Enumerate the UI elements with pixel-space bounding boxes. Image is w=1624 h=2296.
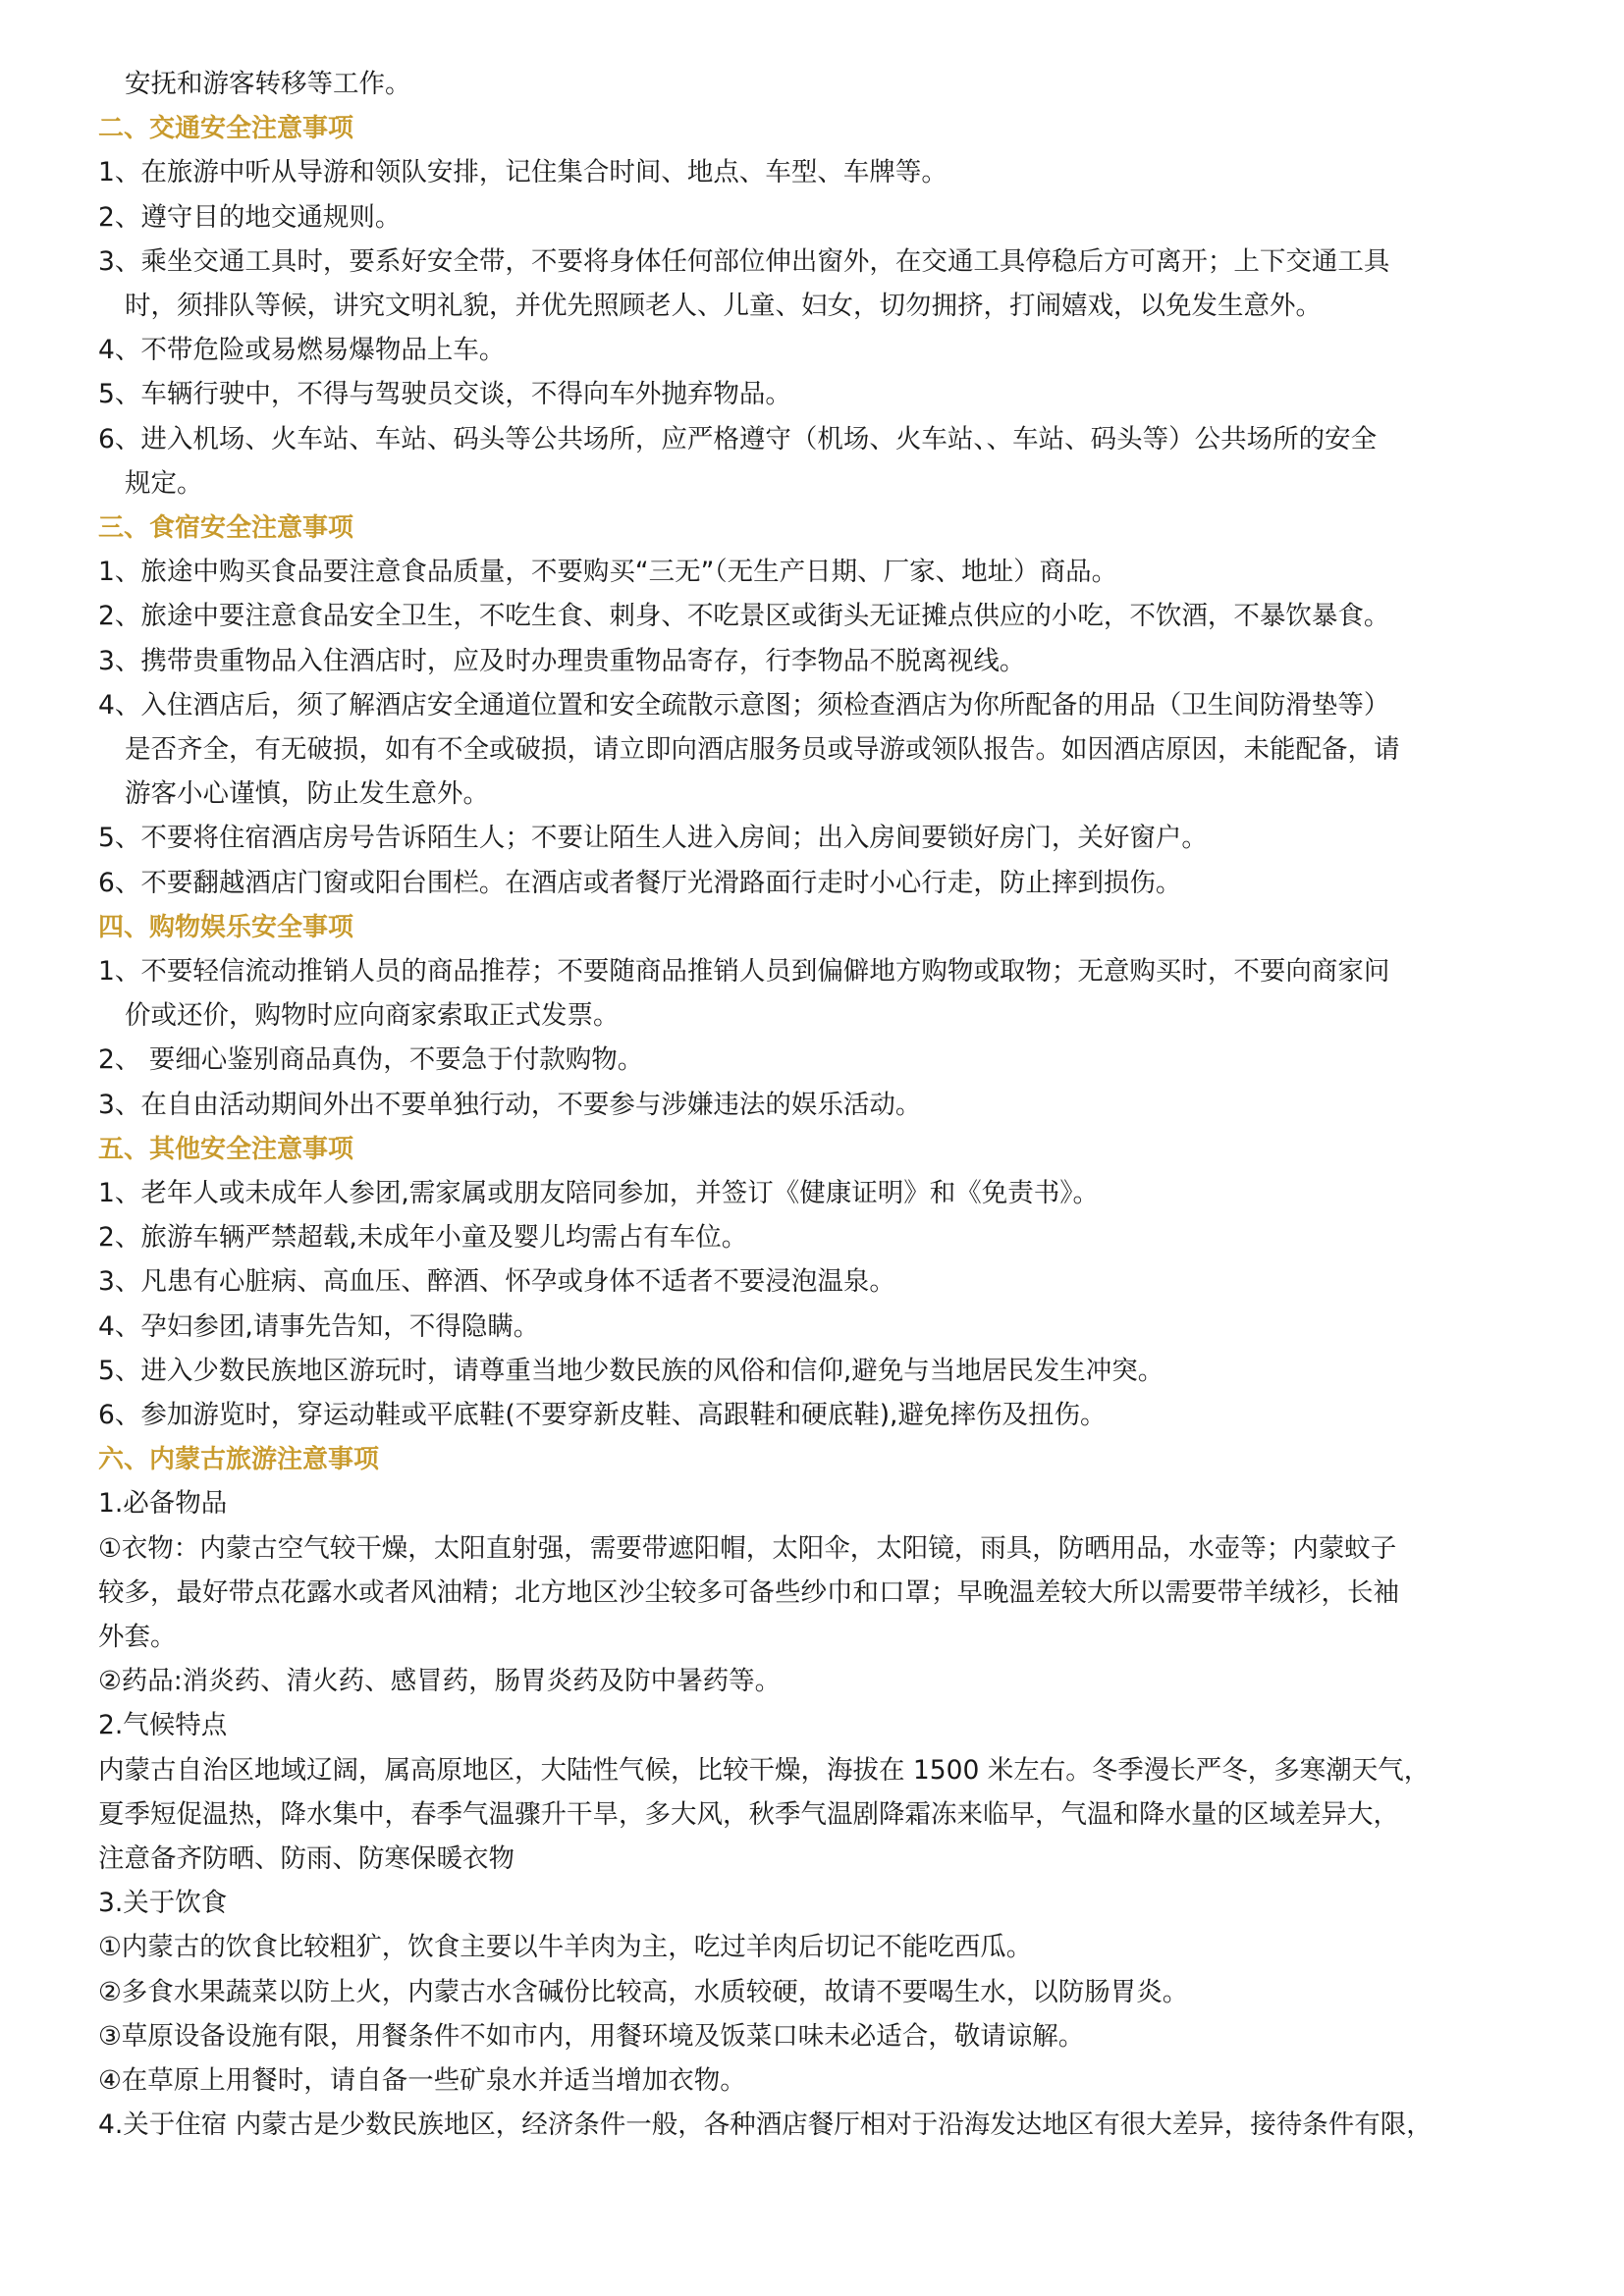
text-line: ③草原设备设施有限，用餐条件不如市内，用餐环境及饭菜口味未必适合，敬请谅解。: [98, 2020, 1085, 2052]
text-line: 1、不要轻信流动推销人员的商品推荐；不要随商品推销人员到偏僻地方购物或取物；无意购买时，不要向商家问: [98, 956, 1390, 987]
text-line: 内蒙古自治区地域辽阔，属高原地区，大陆性气候，比较干燥，海拔在 1500 米左右。冬季漫长严冬，多寒潮天气，: [98, 1754, 1431, 1786]
text-line: 3、乘坐交通工具时，要系好安全带，不要将身体任何部位伸出窗外，在交通工具停稳后方可离开；上下交通工具: [98, 245, 1390, 277]
section-heading: 二、交通安全注意事项: [98, 114, 354, 144]
text-line: 4、不带危险或易燃易爆物品上车。: [98, 335, 506, 366]
section-heading: 五、其他安全注意事项: [98, 1134, 354, 1164]
text-line: 安抚和游客转移等工作。: [125, 69, 411, 99]
text-line: 6、不要翻越酒店门窗或阳台围栏。在酒店或者餐厅光滑路面行走时小心行走，防止摔到损伤。: [98, 867, 1182, 898]
text-line: 3、凡患有心脏病、高血压、醉酒、怀孕或身体不适者不要浸泡温泉。: [98, 1266, 895, 1298]
text-line: ①衣物：内蒙古空气较干燥，太阳直射强，需要带遮阳帽，太阳伞，太阳镜，雨具，防晒用品，水壶等；内蒙蚊子: [98, 1532, 1397, 1564]
text-line: ②药品:消炎药、清火药、感冒药，肠胃炎药及防中暑药等。: [98, 1666, 782, 1697]
text-line: 2、 要细心鉴别商品真伪，不要急于付款购物。: [98, 1044, 644, 1076]
text-line: 夏季短促温热，降水集中，春季气温骤升干旱，多大风，秋季气温剧降霜冻来临早，气温和降水量的区域差异大，: [98, 1798, 1399, 1830]
text-line: 规定。: [125, 467, 203, 499]
section-heading: 六、内蒙古旅游注意事项: [98, 1445, 380, 1475]
text-line: ④在草原上用餐时，请自备一些矿泉水并适当增加衣物。: [98, 2065, 746, 2096]
text-line: 4、入住酒店后，须了解酒店安全通道位置和安全疏散示意图；须检查酒店为你所配备的用品（卫生间防滑垫等）: [98, 689, 1390, 721]
text-line: 较多，最好带点花露水或者风油精；北方地区沙尘较多可备些纱巾和口罩；早晚温差较大所以需要带羊绒衫，长袖: [98, 1576, 1399, 1608]
text-line: 1、在旅游中听从导游和领队安排，记住集合时间、地点、车型、车牌等。: [98, 157, 947, 188]
text-line: 5、车辆行驶中，不得与驾驶员交谈，不得向车外抛弃物品。: [98, 379, 791, 410]
text-line: 是否齐全，有无破损，如有不全或破损，请立即向酒店服务员或导游或领队报告。如因酒店原因，未能配备，请: [125, 734, 1400, 765]
text-line: 5、进入少数民族地区游玩时，请尊重当地少数民族的风俗和信仰,避免与当地居民发生冲突。: [98, 1355, 1164, 1386]
text-line: 3、携带贵重物品入住酒店时，应及时办理贵重物品寄存，行李物品不脱离视线。: [98, 645, 1026, 676]
text-line: 游客小心谨慎，防止发生意外。: [125, 778, 489, 810]
text-line: 4.关于住宿 内蒙古是少数民族地区，经济条件一般，各种酒店餐厅相对于沿海发达地区有很大差异，接待条件有限，: [98, 2109, 1433, 2141]
section-heading: 三、食宿安全注意事项: [98, 513, 354, 543]
text-line: 2.气候特点: [98, 1710, 228, 1741]
text-line: 1、老年人或未成年人参团,需家属或朋友陪同参加，并签订《健康证明》和《免责书》。: [98, 1178, 1100, 1208]
text-line: 3、在自由活动期间外出不要单独行动，不要参与涉嫌违法的娱乐活动。: [98, 1089, 922, 1120]
text-line: 6、进入机场、火车站、车站、码头等公共场所，应严格遵守（机场、火车站、、车站、码头等）公共场所的安全: [98, 423, 1378, 454]
text-line: 4、孕妇参团,请事先告知，不得隐瞒。: [98, 1310, 540, 1342]
text-line: 价或还价，购物时应向商家索取正式发票。: [125, 1000, 620, 1032]
text-line: 外套。: [98, 1622, 177, 1652]
text-line: 1.必备物品: [98, 1488, 228, 1520]
section-heading: 四、购物娱乐安全事项: [98, 912, 354, 942]
text-line: ②多食水果蔬菜以防上火，内蒙古水含碱份比较高，水质较硬，故请不要喝生水，以防肠胃炎。: [98, 1976, 1189, 2007]
text-line: ①内蒙古的饮食比较粗犷，饮食主要以牛羊肉为主，吃过羊肉后切记不能吃西瓜。: [98, 1932, 1033, 1963]
text-line: 3.关于饮食: [98, 1888, 228, 1919]
text-line: 2、旅途中要注意食品安全卫生，不吃生食、刺身、不吃景区或街头无证摊点供应的小吃，不饮酒，不暴饮暴食。: [98, 601, 1390, 632]
text-line: 5、不要将住宿酒店房号告诉陌生人；不要让陌生人进入房间；出入房间要锁好房门，关好窗户。: [98, 823, 1208, 854]
text-line: 时，须排队等候，讲究文明礼貌，并优先照顾老人、儿童、妇女，切勿拥挤，打闹嬉戏，以免发生意外。: [125, 291, 1322, 321]
text-line: 注意备齐防晒、防雨、防寒保暖衣物: [98, 1843, 514, 1874]
text-line: 1、旅途中购买食品要注意食品质量，不要购买“三无”（无生产日期、厂家、地址）商品。: [98, 557, 1118, 588]
text-line: 2、旅游车辆严禁超载,未成年小童及婴儿均需占有车位。: [98, 1222, 748, 1254]
text-line: 6、参加游览时，穿运动鞋或平底鞋(不要穿新皮鞋、高跟鞋和硬底鞋),避免摔伤及扭伤。: [98, 1400, 1107, 1430]
text-line: 2、遵守目的地交通规则。: [98, 201, 402, 233]
